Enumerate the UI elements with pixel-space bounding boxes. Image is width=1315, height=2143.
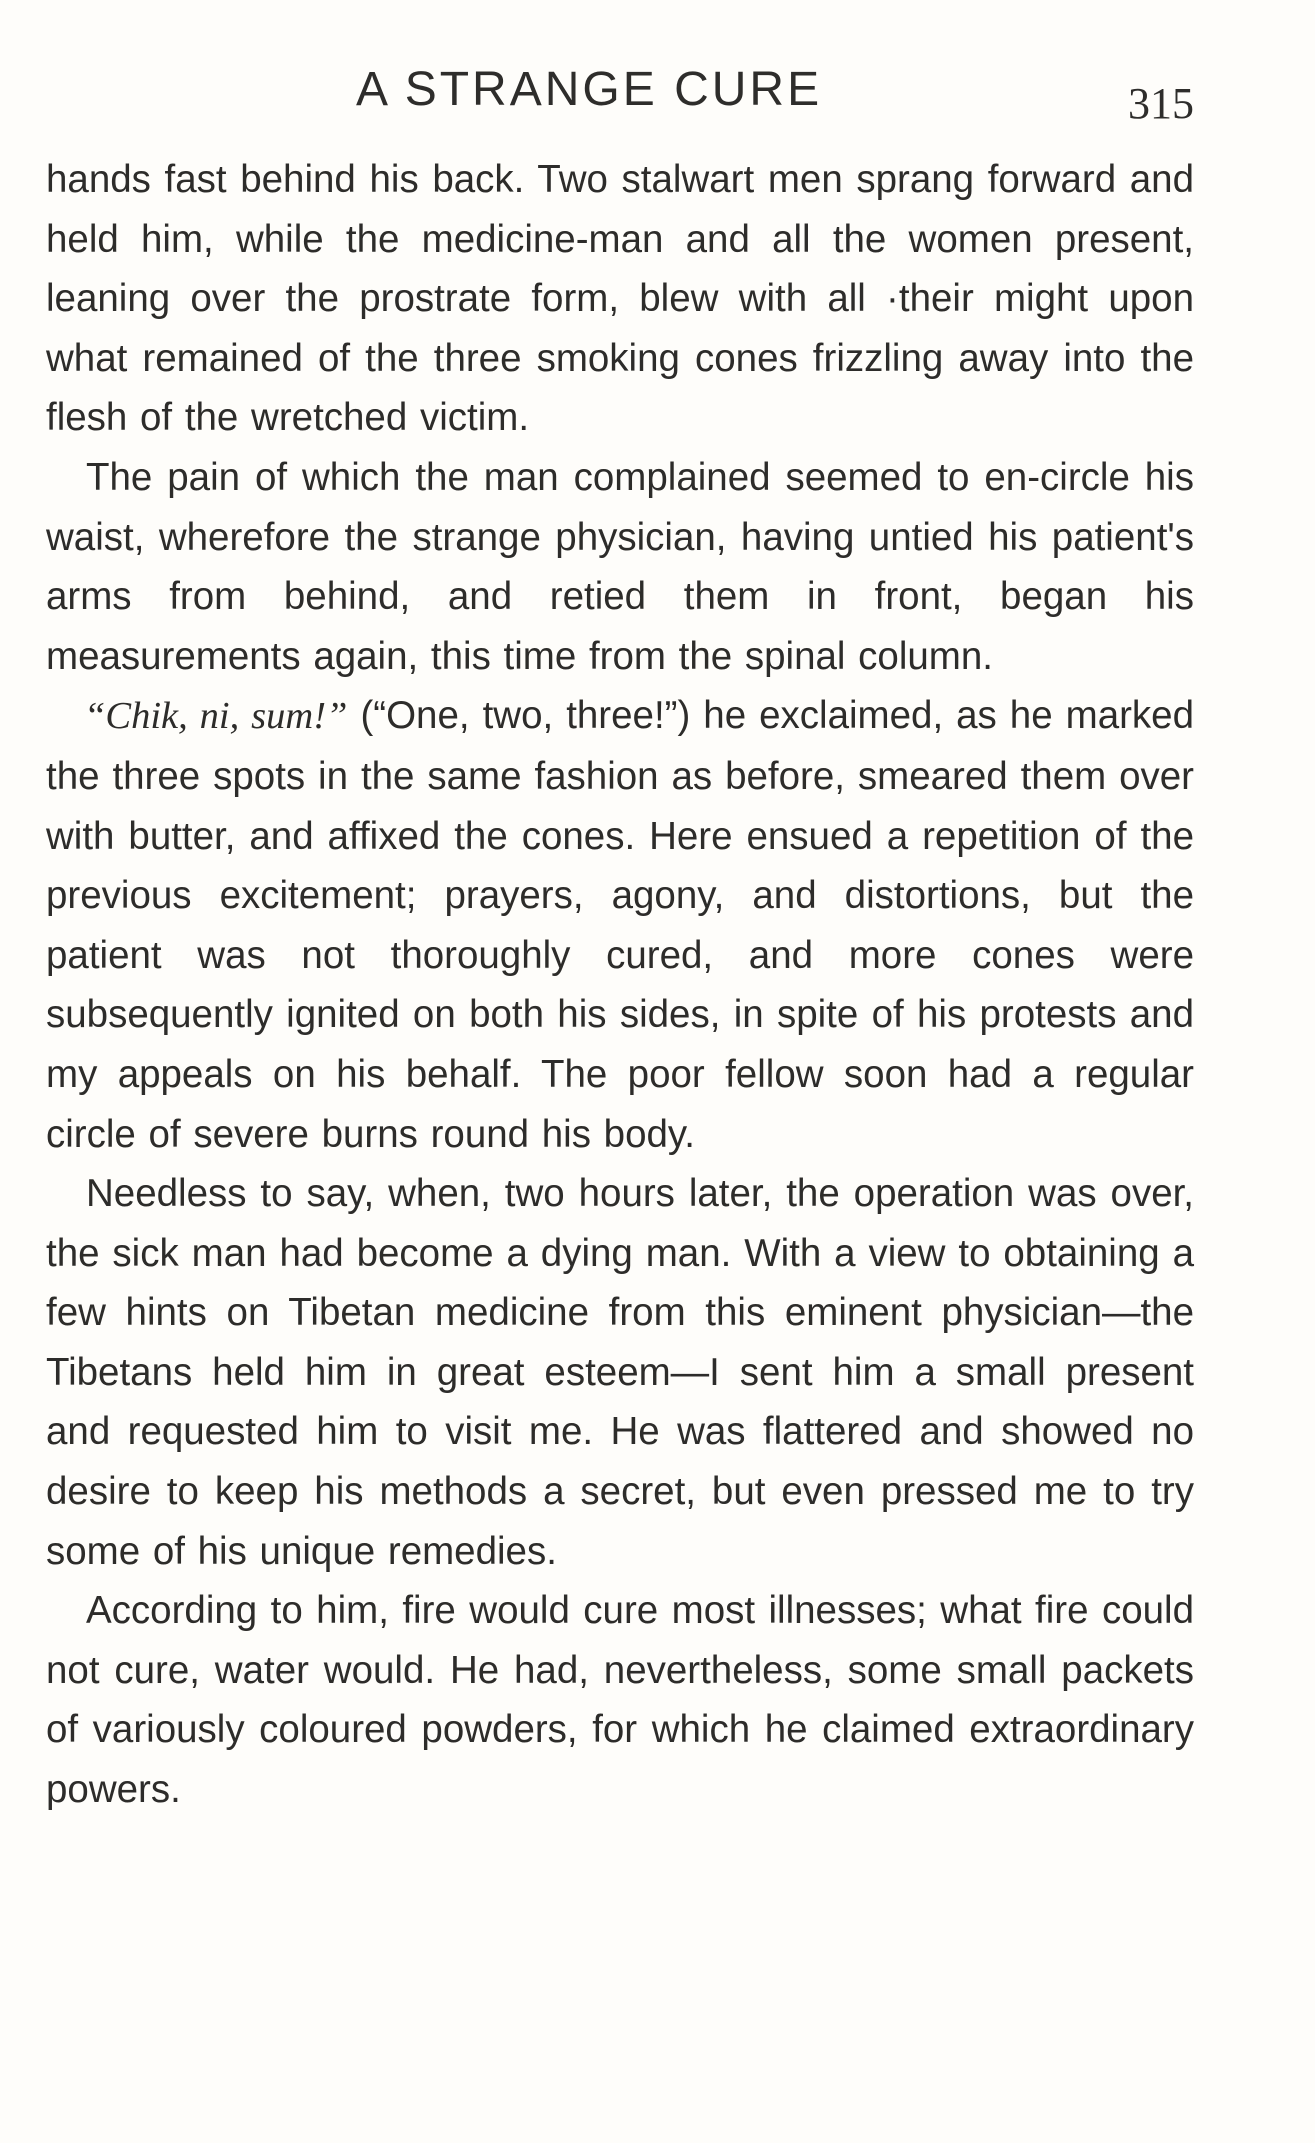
paragraph-2: The pain of which the man complained seemed to en-circle his waist, wherefore the strange physician, having untied his patient's arms from behind, and retied them in front, began his measurements again, this time from the spinal column. xyxy=(46,455,1194,678)
page-number: 315 xyxy=(1128,79,1194,128)
paragraph-3 xyxy=(46,686,1194,1164)
body-text xyxy=(46,150,1194,1820)
paragraph-4: Needless to say, when, two hours later, the operation was over, the sick man had become a dying man. With a view to obtaining a few hints on Tibetan medicine from this eminent physician—the Tibetans held him in great esteem—I sent him a small present and requested him to visit me. He was flattered and showed no desire to keep his methods a secret, but even pressed me to try some of his unique remedies. xyxy=(46,1172,1194,1573)
running-title: A STRANGE CURE xyxy=(356,63,823,116)
paragraph-1: hands fast behind his back. Two stalwart men sprang forward and held him, while the medicine-man and all the women present, leaning over the prostrate form, blew with all ·their might upon what remained of the three smoking cones frizzling away into the flesh of the wretched victim. xyxy=(46,158,1194,440)
paragraph-5: According to him, fire would cure most illnesses; what fire could not cure, water would. He had, nevertheless, some small packets of variously coloured powders, for which he claimed extraordinary powers. xyxy=(46,1589,1194,1812)
paragraph-3-text: he exclaimed, as he marked the three spots in the same fashion as before, smeared them over with butter, and affixed the cones. Here ensued a repetition of the previous excitement; prayers, agony, and distortions, but the patient was not thoroughly cured, and more cones were subsequently ignited on both his sides, in spite of his protests and my appeals on his behalf. The poor fellow soon had a regular circle of severe burns round his body. xyxy=(46,694,1195,1156)
running-head xyxy=(0,62,1315,128)
count-translation: (“One, two, three!”) xyxy=(360,694,691,738)
tibetan-count-quote: “Chik, ni, sum!” xyxy=(84,695,348,738)
